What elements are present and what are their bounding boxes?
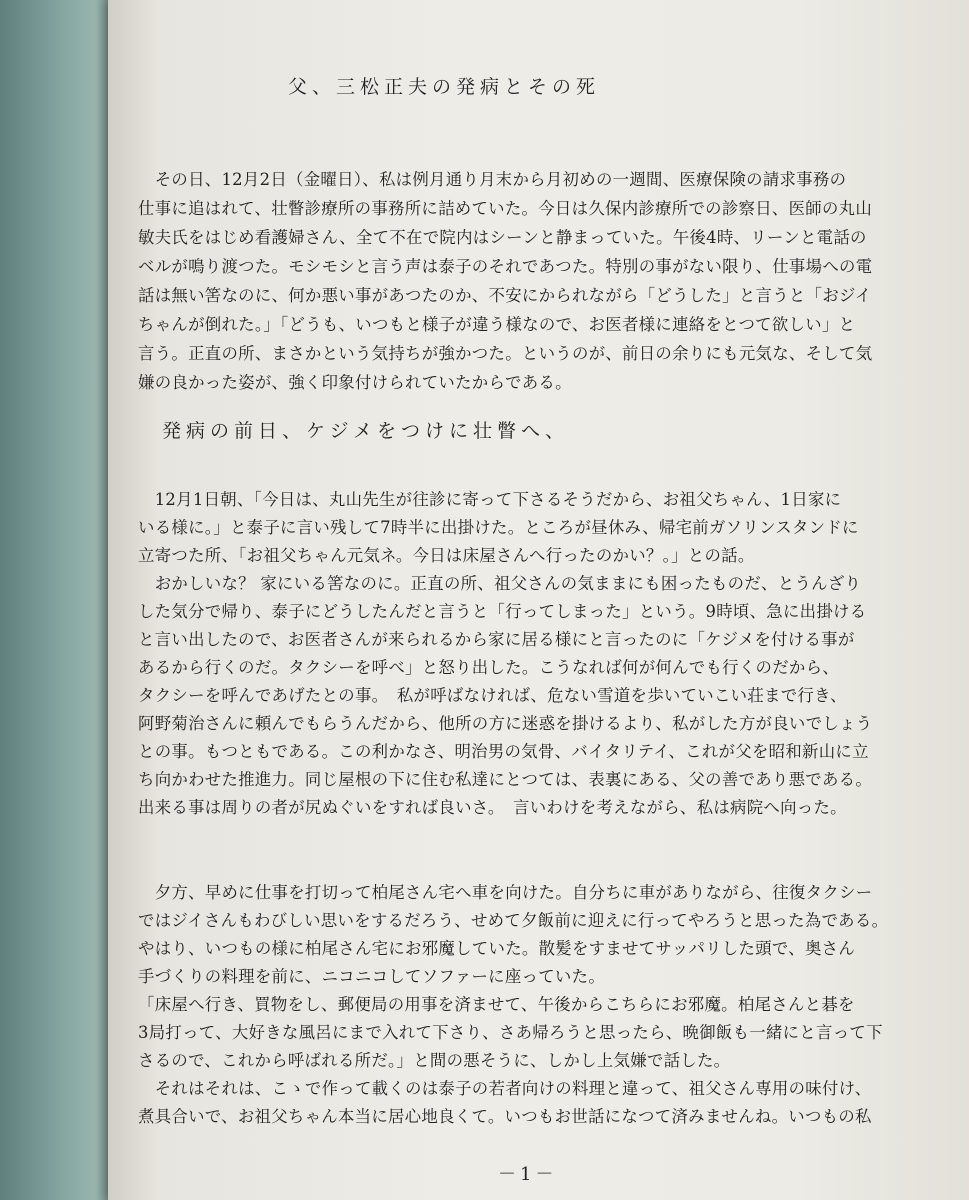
text-line: 夕方、早めに仕事を打切って柏尾さん宅へ車を向けた。自分ちに車がありながら、往復タクシー bbox=[138, 883, 873, 902]
text-line: と言い出したので、お医者さんが来られるから家に居る様にと言ったのに「ケジメを付ける事が bbox=[138, 630, 855, 649]
text-line: 12月1日朝、「今日は、丸山先生が往診に寄って下さるそうだから、お祖父ちゃん、1日家に bbox=[138, 490, 842, 509]
text-line: あるから行くのだ。タクシーを呼べ」と怒り出した。こうなれば何が何んでも行くのだから、 bbox=[138, 658, 840, 677]
text-line: ではジイさんもわびしい思いをするだろう、せめて夕飯前に迎えに行ってやろうと思った為である。 bbox=[138, 911, 889, 930]
text-line: 仕事に追はれて、壮瞥診療所の事務所に詰めていた。今日は久保内診療所での診察日、医師の丸山 bbox=[138, 199, 873, 218]
page-number: －1－ bbox=[498, 1164, 558, 1185]
text-line: おかしいな？ 家にいる筈なのに。正直の所、祖父さんの気ままにも困ったものだ、とうんざり bbox=[138, 574, 862, 593]
page-content bbox=[138, 0, 948, 1200]
document-title: 父、三松正夫の発病とその死 bbox=[288, 76, 601, 98]
text-line: ち向かわせた推進力。同じ屋根の下に住む私達にとつては、表裏にある、父の善であり悪である。 bbox=[138, 770, 873, 789]
text-line: した気分で帰り、泰子にどうしたんだと言うと「行ってしまった」という。9時頃、急に出掛ける bbox=[138, 602, 867, 621]
text-line: タクシーを呼んであげたとの事。 私が呼ばなければ、危ない雪道を歩いていこい荘まで行き、 bbox=[138, 686, 847, 705]
text-line: 煮具合いで、お祖父ちゃん本当に居心地良くて。いつもお世話になつて済みませんね。いつもの私 bbox=[138, 1107, 872, 1126]
text-line: 出来る事は周りの者が尻ぬぐいをすれば良いさ。 言いわけを考えながら、私は病院へ向った。 bbox=[138, 798, 847, 817]
text-line: ベルが鳴り渡つた。モシモシと言う声は泰子のそれであつた。特別の事がない限り、仕事場への電 bbox=[138, 257, 873, 276]
section-heading: 発病の前日、ケジメをつけに壮瞥へ、 bbox=[162, 420, 570, 442]
text-line: 敏夫氏をはじめ看護婦さん、全て不在で院内はシーンと静まっていた。午後4時、リーンと電話の bbox=[138, 228, 867, 247]
document-page bbox=[108, 0, 969, 1200]
text-line: やはり、いつもの様に柏尾さん宅にお邪魔していた。散髪をすませてサッパリした頭で、奥さん bbox=[138, 939, 856, 958]
text-line: 話は無い筈なのに、何か悪い事があつたのか、不安にかられながら「どうした」と言うと「おジイ bbox=[138, 286, 872, 305]
text-line: それはそれは、こゝで作って載くのは泰子の若者向けの料理と違って、祖父さん専用の味付け、 bbox=[138, 1079, 872, 1098]
text-line: 嫌の良かった姿が、強く印象付けられていたからである。 bbox=[138, 373, 572, 392]
text-line: 「床屋へ行き、買物をし、郵便局の用事を済ませて、午後からこちらにお邪魔。柏尾さんと碁を bbox=[138, 995, 855, 1014]
text-line: との事。もつともである。この利かなさ、明治男の気骨、バイタリテイ、これが父を昭和新山に立 bbox=[138, 742, 869, 761]
text-line: いる様に。」と泰子に言い残して7時半に出掛けた。ところが昼休み、帰宅前ガソリンスタンドに bbox=[138, 518, 859, 537]
text-line: ちゃんが倒れた。」「どうも、いつもと様子が違う様なので、お医者様に連絡をとつて欲しい」と bbox=[138, 315, 856, 334]
text-line: 阿野菊治さんに頼んでもらうんだから、他所の方に迷惑を掛けるより、私がした方が良いでしょう bbox=[138, 714, 873, 733]
text-line: 立寄つた所、「お祖父ちゃん元気ネ。今日は床屋さんへ行ったのかい？。」との話。 bbox=[138, 546, 755, 565]
text-line: その日、12月2日（金曜日）、私は例月通り月末から月初めの一週間、医療保険の請求事務の bbox=[138, 170, 847, 189]
text-line: 手づくりの料理を前に、ニコニコしてソファーに座っていた。 bbox=[138, 967, 606, 986]
text-line: 言う。正直の所、まさかという気持ちが強かつた。というのが、前日の余りにも元気な、そして気 bbox=[138, 344, 873, 363]
text-line: さるので、これから呼ばれる所だ。」と間の悪そうに、しかし上気嫌で話した。 bbox=[138, 1051, 731, 1070]
text-line: 3局打って、大好きな風呂にまで入れて下さり、さあ帰ろうと思ったら、晩御飯も一緒にと言って下 bbox=[138, 1023, 883, 1042]
